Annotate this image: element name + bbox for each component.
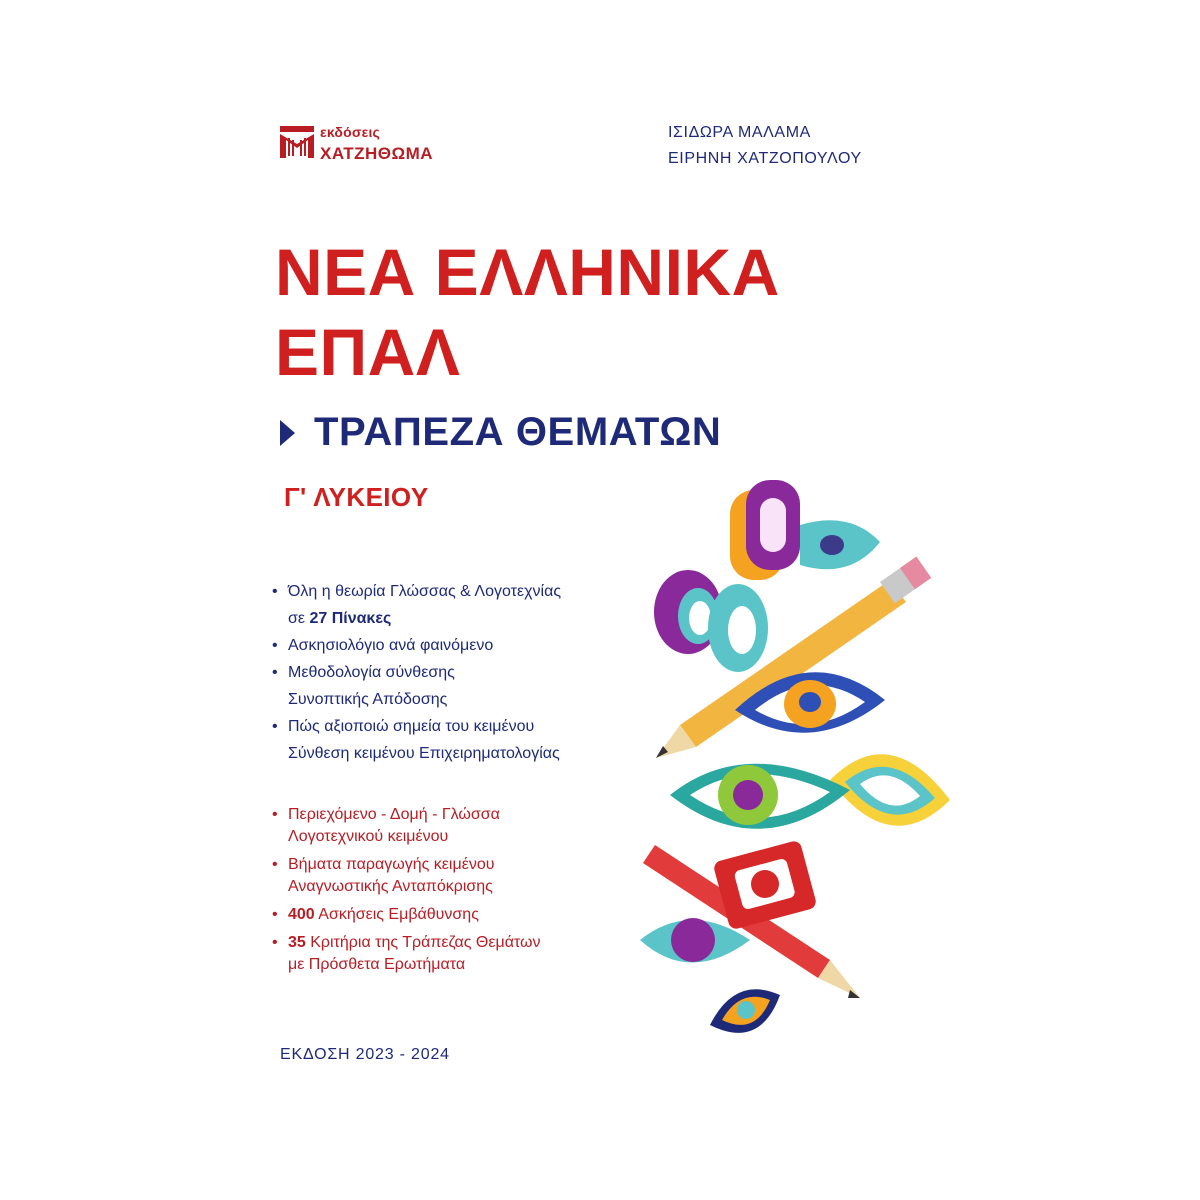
eye-icon <box>800 520 880 569</box>
eye-icon <box>710 989 780 1033</box>
red-feature-text-2: Λογοτεχνικού κειμένου <box>288 828 449 845</box>
red-feature-text: Βήματα παραγωγής κειμένου <box>288 856 495 873</box>
edition-label: ΕΚΔΟΣΗ 2023 - 2024 <box>280 1046 450 1063</box>
bullet: • <box>272 664 278 681</box>
title-line-1: ΝΕΑ ΕΛΛΗΝΙΚΑ <box>275 235 780 309</box>
book-logo-icon <box>280 126 314 158</box>
feature-text: Ασκησιολόγιο ανά φαινόμενο <box>288 637 494 654</box>
bullet: • <box>272 856 278 873</box>
feature-text-2: Συνοπτικής Απόδοσης <box>288 691 448 708</box>
red-feature-rest: Κριτήρια της Τράπεζας Θεμάτων <box>305 934 541 951</box>
grade-label: Γ' ΛΥΚΕΙΟΥ <box>284 482 429 512</box>
bullet: • <box>272 637 278 654</box>
bullet: • <box>272 806 278 823</box>
publisher-name: ΧΑΤΖΗΘΩΜΑ <box>320 144 434 163</box>
feature-text-2: Σύνθεση κειμένου Επιχειρηματολογίας <box>288 745 560 762</box>
bullet: • <box>272 718 278 735</box>
bullet: • <box>272 906 278 923</box>
bullet: • <box>272 583 278 600</box>
eye-icon <box>708 584 768 672</box>
red-feature-text: Περιεχόμενο - Δομή - Γλώσσα <box>288 806 500 823</box>
red-feature-text-2: με Πρόσθετα Ερωτήματα <box>288 956 466 973</box>
eyes-and-pencil-illustration <box>560 470 960 1060</box>
author-2: ΕΙΡΗΝΗ ΧΑΤΖΟΠΟΥΛΟΥ <box>668 150 862 167</box>
play-triangle-icon <box>280 420 295 446</box>
eye-icon <box>670 764 850 829</box>
book-title <box>275 232 780 392</box>
subtitle: ΤΡΑΠΕΖΑ ΘΕΜΑΤΩΝ <box>314 410 722 454</box>
feature-text-bold: 27 Πίνακες <box>309 610 392 627</box>
red-feature-number: 400 <box>288 906 315 923</box>
author-1: ΙΣΙΔΩΡΑ ΜΑΛΑΜΑ <box>668 124 811 141</box>
feature-text: Μεθοδολογία σύνθεσης <box>288 664 455 681</box>
red-feature-rest: Ασκήσεις Εμβάθυνσης <box>314 906 479 923</box>
feature-text: Πώς αξιοποιώ σημεία του κειμένου <box>288 718 535 735</box>
feature-text: Όλη η θεωρία Γλώσσας & Λογοτεχνίας <box>288 583 562 600</box>
bullet: • <box>272 934 278 951</box>
title-line-2: ΕΠΑΛ <box>275 315 461 389</box>
eye-icon <box>730 480 800 580</box>
authors <box>668 120 928 172</box>
publisher-label: εκδόσεις <box>320 124 381 140</box>
publisher-logo <box>280 118 480 168</box>
eye-icon <box>712 840 817 931</box>
feature-text-prefix: σε <box>288 610 310 627</box>
red-feature-text-2: Αναγνωστικής Ανταπόκρισης <box>288 878 493 895</box>
red-feature-number: 35 <box>288 934 306 951</box>
